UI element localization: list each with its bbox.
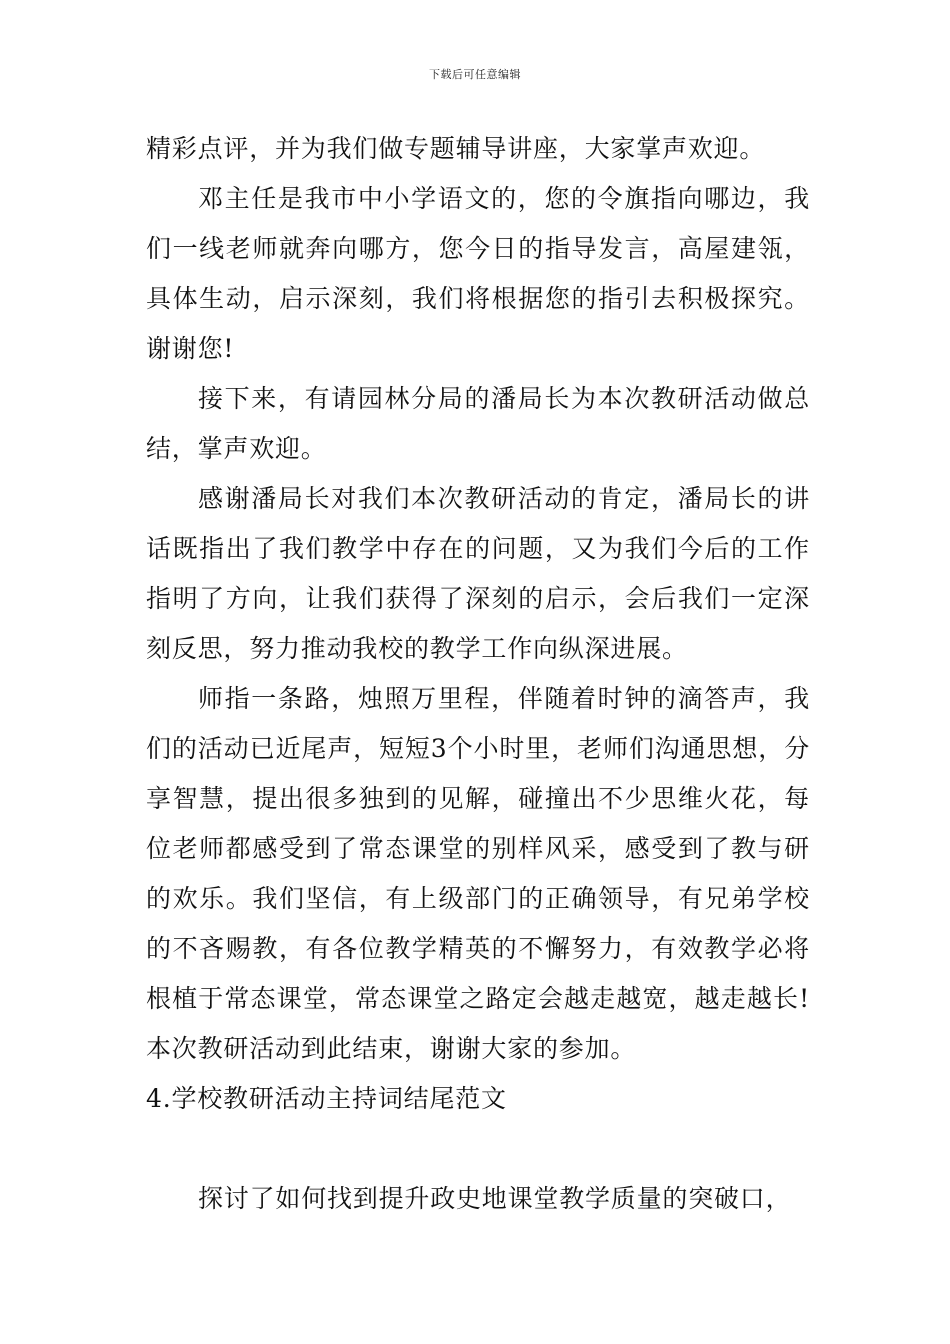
paragraph-continuation: 精彩点评，并为我们做专题辅导讲座，大家掌声欢迎。: [146, 134, 766, 163]
section-heading: 4.学校教研活动主持词结尾范文: [146, 1084, 507, 1113]
blank-line: [146, 1124, 810, 1174]
document-body: [146, 124, 810, 1224]
paragraph-closing-remarks: 师指一条路，烛照万里程，伴随着时钟的滴答声，我们的活动已近尾声，短短3个小时里，老师们沟通思想，分享智慧，提出很多独到的见解，碰撞出不少思维火花，每位老师都感受到了常态课堂的别样风采，感受到了教与研的欢乐。我们坚信，有上级部门的正确领导，有兄弟学校的不吝赐教，有各位教学精英的不懈努力，有效教学必将根植于常态课堂，常态课堂之路定会越走越宽，越走越长!本次教研活动到此结束，谢谢大家的参加。: [146, 684, 810, 1063]
paragraph-thanks-director-pan: 感谢潘局长对我们本次教研活动的肯定，潘局长的讲话既指出了我们教学中存在的问题，又为我们今后的工作指明了方向，让我们获得了深刻的启示，会后我们一定深刻反思，努力推动我校的教学工作向纵深进展。: [146, 484, 810, 663]
paragraph-director-deng: 邓主任是我市中小学语文的，您的令旗指向哪边，我们一线老师就奔向哪方，您今日的指导发言，高屋建瓴，具体生动，启示深刻，我们将根据您的指引去积极探究。谢谢您!: [146, 184, 810, 363]
paragraph-invite-director-pan: 接下来，有请园林分局的潘局长为本次教研活动做总结，掌声欢迎。: [146, 384, 810, 463]
header-note: 下载后可任意编辑: [429, 68, 521, 81]
paragraph-final: 探讨了如何找到提升政史地课堂教学质量的突破口，: [198, 1184, 792, 1213]
